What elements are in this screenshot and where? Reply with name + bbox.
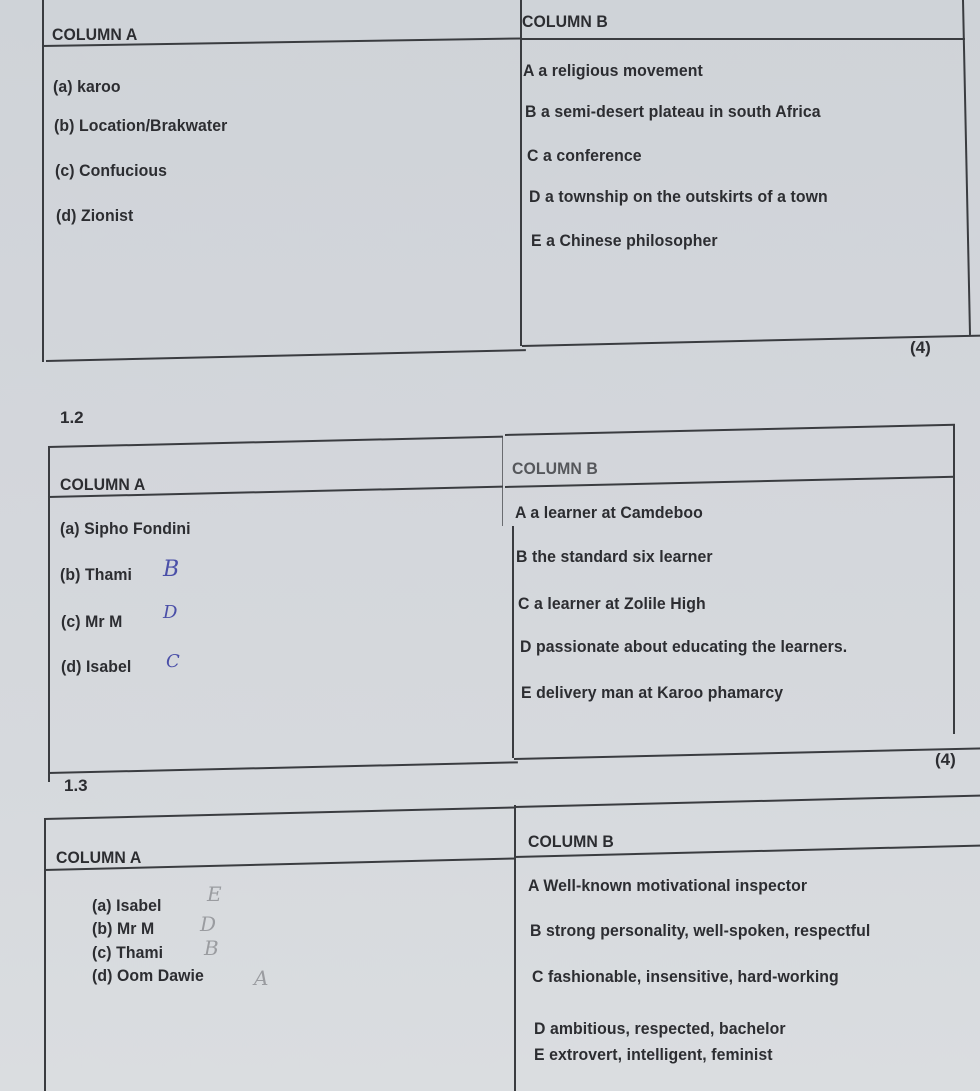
column-b-item: A Well-known motivational inspector [528,876,808,895]
column-a-item: (a) Isabel [92,896,162,915]
column-a-item: (c) Confucious [55,161,167,180]
handwritten-answer: B [204,936,219,960]
column-a-item: (d) Zionist [56,206,134,225]
table-border [42,0,44,362]
marks-label: (4) [910,338,931,357]
column-b-item: D a township on the outskirts of a town [529,187,828,206]
column-b-header: COLUMN B [522,12,608,31]
column-a-header: COLUMN A [56,848,142,867]
table-border [514,805,516,1091]
table-border [514,747,980,760]
column-b-item: D passionate about educating the learners. [520,637,848,656]
question-number: 1.2 [60,408,84,427]
table-border [502,436,503,526]
table-border [962,0,971,335]
handwritten-answer: E [207,882,222,906]
handwritten-answer: D [163,602,178,623]
column-b-item: B a semi-desert plateau in south Africa [525,102,821,121]
table-border [514,795,980,808]
column-b-item: E a Chinese philosopher [531,231,718,250]
table-border [520,0,522,346]
table-border [953,424,955,734]
column-b-item: B strong personality, well-spoken, respectful [530,921,871,940]
column-b-header: COLUMN B [512,459,598,478]
table-border [44,806,516,820]
column-a-item: (a) Sipho Fondini [60,519,191,538]
table-border [44,818,46,1091]
column-a-item: (a) karoo [53,77,121,96]
question-number: 1.3 [64,776,88,795]
table-border [48,436,503,448]
column-b-item: D ambitious, respected, bachelor [534,1019,786,1038]
table-border [512,526,514,758]
column-b-item: A a learner at Camdeboo [515,503,703,522]
column-b-item: E extrovert, intelligent, feminist [534,1045,773,1064]
column-a-item: (c) Mr M [61,612,123,631]
marks-label: (4) [935,750,956,769]
column-b-item: E delivery man at Karoo phamarcy [521,683,784,702]
column-a-header: COLUMN A [52,25,138,44]
column-b-item: C fashionable, insensitive, hard-working [532,967,839,986]
column-a-item: (c) Thami [92,943,164,962]
column-b-item: B the standard six learner [516,547,713,566]
column-a-item: (b) Location/Brakwater [54,116,228,135]
handwritten-answer: A [254,966,269,990]
column-a-item: (b) Thami [60,565,132,584]
handwritten-answer: C [166,651,180,672]
column-b-header: COLUMN B [528,832,614,851]
handwritten-answer: D [200,912,217,936]
table-border [48,761,518,774]
column-b-item: C a conference [527,146,642,165]
table-border [46,349,526,362]
column-b-item: C a learner at Zolile High [518,594,706,613]
column-a-item: (b) Mr M [92,919,155,938]
column-a-item: (d) Oom Dawie [92,966,204,985]
table-border [520,38,965,40]
column-a-item: (d) Isabel [61,657,132,676]
handwritten-answer: B [163,557,180,582]
column-b-item: A a religious movement [523,61,703,80]
table-border [505,424,955,436]
column-a-header: COLUMN A [60,475,146,494]
